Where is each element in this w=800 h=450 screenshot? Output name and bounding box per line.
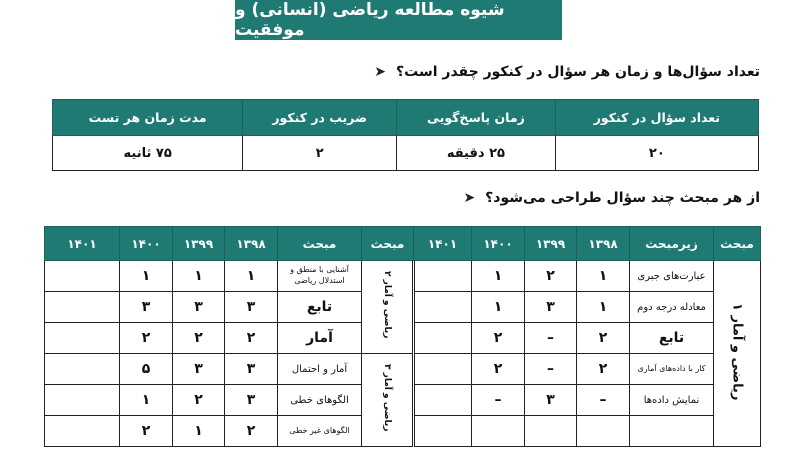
arrow-bullet-icon: ➤: [374, 64, 386, 80]
question-text-1: تعداد سؤال‌ها و زمان هر سؤال در کنکور چقدر است؟: [396, 64, 760, 80]
value-cell: ۱: [225, 261, 278, 292]
subtopic-left: تابع: [278, 292, 362, 323]
exam-info-table: [52, 99, 759, 171]
value-cell: ۲: [472, 323, 525, 354]
value-cell: ۲: [472, 354, 525, 385]
value-cell: [525, 416, 577, 447]
header-answer-time: زمان پاسخ‌گویی: [397, 100, 556, 136]
value-cell: ۲: [120, 416, 173, 447]
subtopic-right: معادله درجه دوم: [630, 292, 714, 323]
subtopic-left: آمار: [278, 323, 362, 354]
value-cell: ۳: [525, 385, 577, 416]
cell-time-per-test: ۷۵ ثانیه: [53, 136, 243, 171]
exam-info-header-row: [53, 100, 759, 136]
page-title: شیوه مطالعه ریاضی (انسانی) و موفقیت: [235, 0, 505, 40]
value-cell: ۵: [120, 354, 173, 385]
subtopic-left: الگوهای خطی: [278, 385, 362, 416]
section-left-2-label: ریاضی و آمار ۳: [382, 364, 392, 432]
value-cell: ۲: [577, 323, 630, 354]
subtopic-right: تابع: [630, 323, 714, 354]
header-subtopic-right: زیرمبحث: [630, 227, 714, 261]
value-cell: ۱: [472, 261, 525, 292]
value-cell: ۱: [173, 416, 225, 447]
page-title-banner: [235, 0, 562, 40]
value-cell: ۳: [120, 292, 173, 323]
value-cell: [45, 261, 120, 292]
table-row: [45, 354, 761, 385]
header-1399-left: ۱۳۹۹: [173, 227, 225, 261]
header-topic-right: مبحث: [714, 227, 761, 261]
value-cell: [45, 292, 120, 323]
value-cell: [45, 323, 120, 354]
header-1401-right: ۱۴۰۱: [414, 227, 472, 261]
value-cell: ۲: [173, 323, 225, 354]
subtopic-right: عبارت‌های جبری: [630, 261, 714, 292]
value-cell: –: [577, 385, 630, 416]
cell-coefficient: ۲: [243, 136, 397, 171]
table-row: [45, 261, 761, 292]
exam-info-row: [53, 136, 759, 171]
value-cell: ۱: [577, 261, 630, 292]
header-1400-right: ۱۴۰۰: [472, 227, 525, 261]
value-cell: [577, 416, 630, 447]
value-cell: ۲: [577, 354, 630, 385]
value-cell: –: [525, 323, 577, 354]
cell-question-count: ۲۰: [555, 136, 758, 171]
section-right: [714, 261, 761, 447]
value-cell: [414, 261, 472, 292]
section-right-label: ریاضی و آمار ۱: [729, 302, 745, 401]
header-topic-left: مبحث: [362, 227, 414, 261]
header-question-count: تعداد سؤال در کنکور: [555, 100, 758, 136]
header-1400-left: ۱۴۰۰: [120, 227, 173, 261]
value-cell: ۳: [225, 292, 278, 323]
question-heading-2: [463, 190, 760, 206]
value-cell: ۱: [577, 292, 630, 323]
value-cell: [45, 354, 120, 385]
value-cell: ۲: [173, 385, 225, 416]
value-cell: [472, 416, 525, 447]
value-cell: ۳: [173, 354, 225, 385]
topics-header-row: [45, 227, 761, 261]
subtopic-right: نمایش داده‌ها: [630, 385, 714, 416]
subtopic-right: [630, 416, 714, 447]
subtopic-left: الگوهای غیر خطی: [278, 416, 362, 447]
arrow-bullet-icon: ➤: [463, 190, 476, 206]
value-cell: ۱: [173, 261, 225, 292]
question-text-2: از هر مبحث چند سؤال طراحی می‌شود؟: [485, 190, 760, 206]
value-cell: –: [472, 385, 525, 416]
cell-answer-time: ۲۵ دقیقه: [397, 136, 556, 171]
value-cell: [414, 354, 472, 385]
value-cell: ۲: [525, 261, 577, 292]
header-subtopic-left: مبحث: [278, 227, 362, 261]
subtopic-left: آشنایی با منطق و استدلال ریاضی: [278, 261, 362, 292]
header-1398-left: ۱۳۹۸: [225, 227, 278, 261]
value-cell: –: [525, 354, 577, 385]
subtopic-right: کار با داده‌های آماری: [630, 354, 714, 385]
value-cell: [45, 416, 120, 447]
header-time-per-test: مدت زمان هر تست: [53, 100, 243, 136]
header-1399-right: ۱۳۹۹: [525, 227, 577, 261]
value-cell: [45, 385, 120, 416]
value-cell: ۱: [120, 261, 173, 292]
subtopic-left: آمار و احتمال: [278, 354, 362, 385]
topics-table: [44, 226, 761, 447]
header-1401-left: ۱۴۰۱: [45, 227, 120, 261]
value-cell: [414, 385, 472, 416]
value-cell: ۲: [120, 323, 173, 354]
value-cell: ۳: [525, 292, 577, 323]
value-cell: ۳: [225, 354, 278, 385]
section-left-1: [362, 261, 414, 354]
value-cell: ۳: [225, 385, 278, 416]
value-cell: ۳: [173, 292, 225, 323]
section-left-2: [362, 354, 414, 447]
value-cell: ۲: [225, 323, 278, 354]
header-1398-right: ۱۳۹۸: [577, 227, 630, 261]
value-cell: [414, 416, 472, 447]
section-left-1-label: ریاضی و آمار ۲: [382, 271, 392, 339]
value-cell: [414, 323, 472, 354]
value-cell: ۱: [472, 292, 525, 323]
value-cell: ۲: [225, 416, 278, 447]
value-cell: ۱: [120, 385, 173, 416]
question-heading-1: [374, 64, 760, 80]
header-coefficient: ضریب در کنکور: [243, 100, 397, 136]
value-cell: [414, 292, 472, 323]
